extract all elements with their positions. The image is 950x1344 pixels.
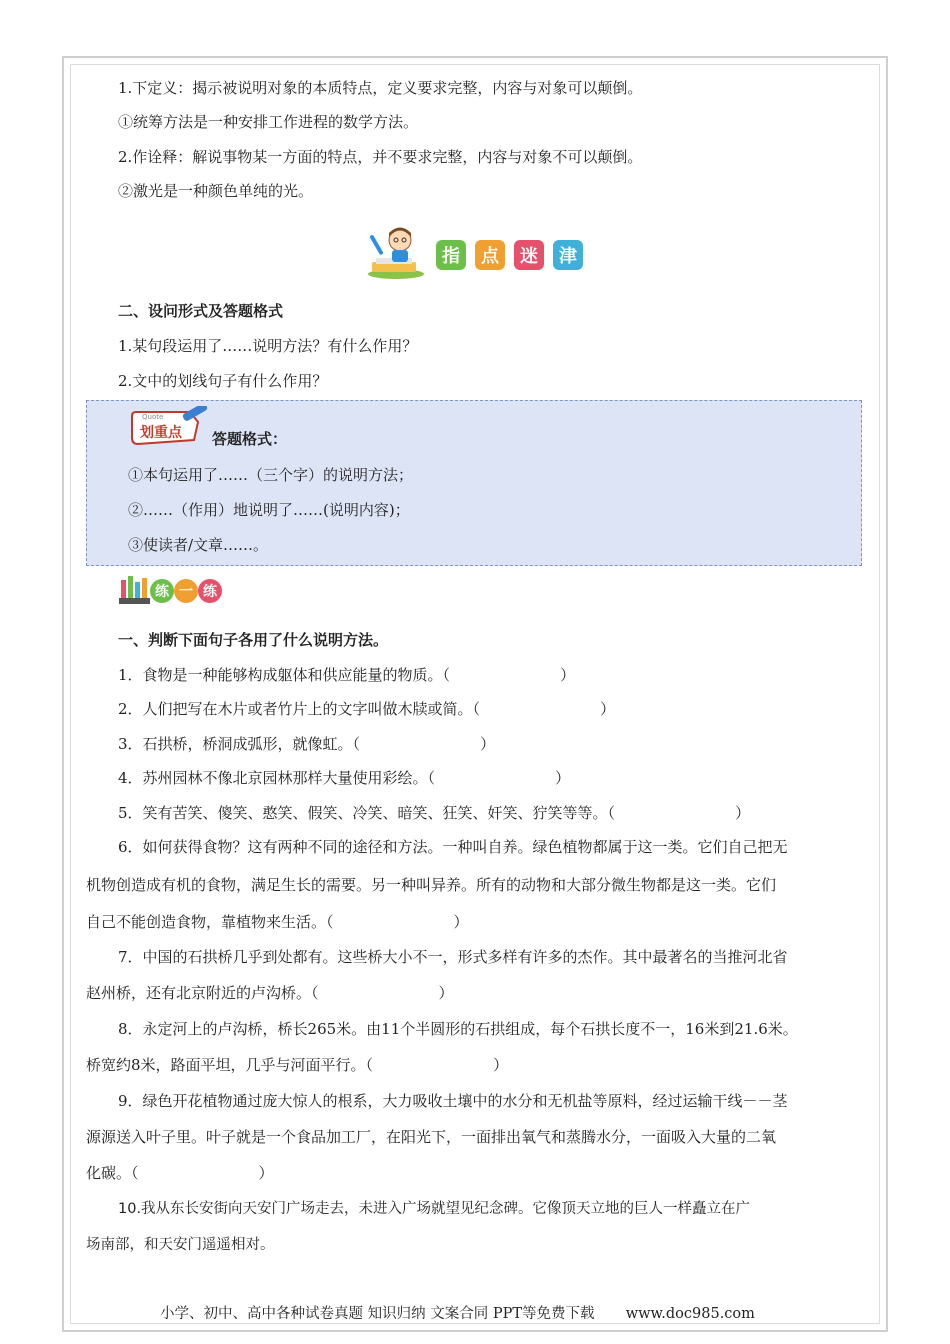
exercise-heading: 一、判断下面句子各用了什么说明方法。 bbox=[118, 631, 389, 649]
exercise-item-8-line-2: 桥宽约8米，路面平坦，几乎与河面平行。（ ） bbox=[86, 1056, 509, 1074]
section2-question-2: 2.文中的划线句子有什么作用？ bbox=[118, 372, 328, 390]
exercise-item-10-line-2: 场南部，和天安门遥遥相对。 bbox=[86, 1237, 275, 1253]
banner-char-jin: 津 bbox=[553, 240, 583, 270]
highlight-tag-small: Quote bbox=[142, 413, 164, 421]
section2-heading: 二、设问形式及答题格式 bbox=[118, 302, 284, 320]
exercise-item-1: 1．食物是一种能够构成躯体和供应能量的物质。（ ） bbox=[118, 666, 576, 684]
exercise-item-3: 3．石拱桥，桥洞成弧形，就像虹。（ ） bbox=[118, 735, 496, 753]
exercise-item-8-line-1: 8．永定河上的卢沟桥，桥长265米。由11个半圆形的石拱组成，每个石拱长度不一，16米到21.6米。 bbox=[118, 1020, 798, 1038]
highlight-tag-text: 划重点 bbox=[140, 425, 182, 441]
practice-char-3: 练 bbox=[198, 579, 222, 603]
pencils-icon bbox=[118, 572, 152, 606]
exercise-item-6-line-1: 6．如何获得食物？这有两种不同的途径和方法。一种叫自养。绿色植物都属于这一类。它们自己把无 bbox=[118, 838, 788, 856]
definition-example: ①统筹方法是一种安排工作进程的数学方法。 bbox=[118, 113, 419, 131]
banner-char-dian: 点 bbox=[475, 240, 505, 270]
answer-format-line-2: ②……（作用）地说明了……(说明内容)； bbox=[128, 501, 410, 519]
answer-format-line-1: ①本句运用了……（三个字）的说明方法； bbox=[128, 466, 414, 484]
exercise-item-6-line-2: 机物创造成有机的食物，满足生长的需要。另一种叫异养。所有的动物和大部分微生物都是这一类。它们 bbox=[86, 876, 777, 894]
explanation-example: ②激光是一种颜色单纯的光。 bbox=[118, 182, 314, 200]
exercise-item-6-line-3: 自己不能创造食物，靠植物来生活。（ ） bbox=[86, 913, 469, 931]
exercise-item-4: 4．苏州园林不像北京园林那样大量使用彩绘。（ ） bbox=[118, 769, 571, 787]
exercise-item-7-line-1: 7．中国的石拱桥几乎到处都有。这些桥大小不一，形式多样有许多的杰作。其中最著名的当推河北省 bbox=[118, 948, 788, 966]
answer-format-label: 答题格式： bbox=[212, 430, 288, 448]
footer bbox=[160, 1302, 755, 1323]
footer-url[interactable]: www.doc985.com bbox=[625, 1306, 755, 1322]
student-illustration bbox=[366, 224, 432, 280]
practice-char-2: 一 bbox=[174, 579, 198, 603]
practice-char-1: 练 bbox=[150, 579, 174, 603]
exercise-item-10-line-1: 10.我从东长安街向天安门广场走去，未进入广场就望见纪念碑。它像顶天立地的巨人一样矗立在广 bbox=[118, 1201, 751, 1217]
explanation-title: 2.作诠释：解说事物某一方面的特点，并不要求完整，内容与对象不可以颠倒。 bbox=[118, 148, 643, 166]
definition-title: 1.下定义：揭示被说明对象的本质特点，定义要求完整，内容与对象可以颠倒。 bbox=[118, 79, 643, 97]
highlight-tag bbox=[128, 406, 210, 448]
banner-char-mi: 迷 bbox=[514, 240, 544, 270]
banner-char-zhi: 指 bbox=[436, 240, 466, 270]
exercise-item-5: 5．笑有苦笑、傻笑、憨笑、假笑、冷笑、暗笑、狂笑、奸笑、狞笑等等。（ ） bbox=[118, 804, 751, 822]
exercise-item-9-line-2: 源源送入叶子里。叶子就是一个食品加工厂，在阳光下，一面排出氧气和蒸腾水分，一面吸入大量的二氧 bbox=[86, 1128, 777, 1146]
footer-text: 小学、初中、高中各种试卷真题 知识归纳 文案合同 PPT等免费下载 bbox=[160, 1306, 595, 1322]
section2-question-1: 1.某句段运用了……说明方法？有什么作用？ bbox=[118, 337, 418, 355]
exercise-item-9-line-1: 9．绿色开花植物通过庞大惊人的根系，大力吸收土壤中的水分和无机盐等原料，经过运输干线－－茎 bbox=[118, 1092, 788, 1110]
exercise-item-2: 2．人们把写在木片或者竹片上的文字叫做木牍或简。（ ） bbox=[118, 700, 616, 718]
exercise-item-7-line-2: 赵州桥，还有北京附近的卢沟桥。（ ） bbox=[86, 984, 454, 1002]
answer-format-line-3: ③使读者/文章……。 bbox=[128, 536, 269, 554]
exercise-item-9-line-3: 化碳。（ ） bbox=[86, 1164, 274, 1182]
